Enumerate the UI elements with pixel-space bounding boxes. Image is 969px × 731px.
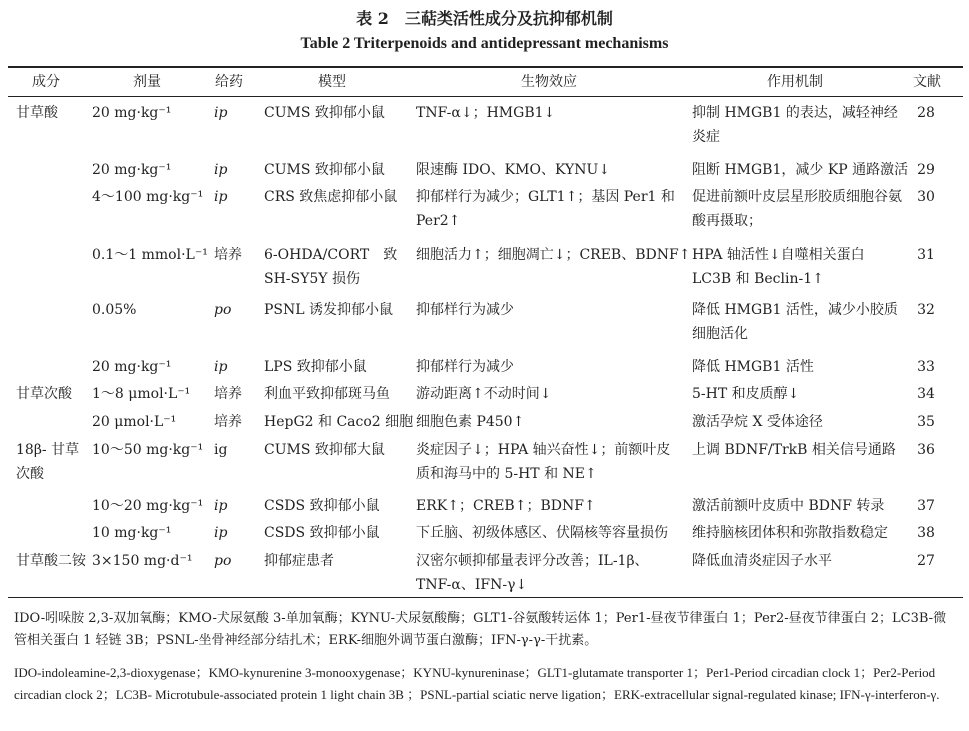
reference-cell: 32	[917, 302, 935, 318]
mechanism-cell: 上调 BDNF/TrkB 相关信号通路	[692, 442, 896, 458]
model-cell: 6-OHDA/CORT 致 SH-SY5Y 损伤	[264, 247, 398, 287]
reference-cell: 33	[917, 359, 935, 375]
reference-cell: 29	[917, 162, 935, 178]
table-notes-chinese: IDO-吲哚胺 2,3-双加氧酶；KMO-犬尿氨酸 3-单加氧酶；KYNU-犬尿氨酸酶；GLT1-谷氨酸转运体 1；Per1-昼夜节律蛋白 1；Per2-昼夜节律蛋白 2；LC3B-微管相关蛋白 1 轻链 3B；PSNL-坐骨神经部分结扎术；ERK-细胞外调节蛋白激酶；IFN-γ-γ-干扰素。	[14, 611, 947, 648]
route-cell: po	[214, 553, 232, 569]
dose-cell: 1～8 μmol·L⁻¹	[92, 386, 191, 402]
model-cell: PSNL 诱发抑郁小鼠	[264, 302, 394, 318]
reference-cell: 35	[917, 414, 935, 430]
reference-cell: 38	[917, 525, 935, 541]
effect-cell: 抑郁样行为减少	[416, 302, 514, 318]
mechanism-cell: 降低血清炎症因子水平	[692, 553, 832, 569]
model-cell: 利血平致抑郁斑马鱼	[264, 386, 390, 402]
reference-cell: 36	[917, 442, 935, 458]
reference-cell: 28	[917, 105, 935, 121]
model-cell: LPS 致抑郁小鼠	[264, 359, 367, 375]
effect-cell: 限速酶 IDO、KMO、KYNU↓	[416, 162, 611, 178]
mechanism-cell: 激活孕烷 X 受体途径	[692, 414, 823, 430]
route-cell: 培养	[214, 414, 242, 430]
compound-cell: 甘草次酸	[16, 386, 72, 402]
header-mechanism: 作用机制	[767, 74, 823, 90]
model-cell: HepG2 和 Caco2 细胞	[264, 414, 414, 430]
header-dose: 剂量	[133, 74, 161, 90]
reference-cell: 30	[917, 189, 935, 205]
dose-cell: 3×150 mg·d⁻¹	[92, 553, 193, 569]
effect-cell: 抑郁样行为减少	[416, 359, 514, 375]
model-cell: CUMS 致抑郁小鼠	[264, 105, 385, 121]
model-cell: CUMS 致抑郁小鼠	[264, 162, 385, 178]
model-cell: 抑郁症患者	[264, 553, 334, 569]
effect-cell: 炎症因子↓；HPA 轴兴奋性↓；前额叶皮质和海马中的 5-HT 和 NE↑	[416, 442, 671, 482]
route-cell: ip	[214, 189, 228, 205]
model-cell: CSDS 致抑郁小鼠	[264, 525, 380, 541]
route-cell: ip	[214, 105, 228, 121]
header-reference: 文献	[913, 74, 941, 90]
reference-cell: 27	[917, 553, 935, 569]
mechanism-cell: 阻断 HMGB1，减少 KP 通路激活	[692, 162, 909, 178]
mechanism-cell: 激活前额叶皮质中 BDNF 转录	[692, 498, 885, 514]
route-cell: ip	[214, 525, 228, 541]
header-effect: 生物效应	[521, 74, 577, 90]
route-cell: ig	[214, 442, 228, 458]
route-cell: ip	[214, 498, 228, 514]
table-title-english: Table 2 Triterpenoids and antidepressant mechanisms	[300, 35, 669, 52]
effect-cell: 下丘脑、初级体感区、伏隔核等容量损伤	[416, 525, 668, 541]
model-cell: CRS 致焦虑抑郁小鼠	[264, 189, 398, 205]
effect-cell: 游动距离↑不动时间↓	[416, 386, 552, 402]
dose-cell: 20 mg·kg⁻¹	[92, 105, 172, 121]
mechanism-cell: HPA 轴活性↓自噬相关蛋白 LC3B 和 Beclin-1↑	[692, 247, 865, 287]
dose-cell: 20 μmol·L⁻¹	[92, 414, 177, 430]
table-notes-english: IDO-indoleamine-2,3-dioxygenase；KMO-kynurenine 3-monooxygenase；KYNU-kynureninase；GLT1-glutamate transporter 1；Per1-Period circadian clock 1；Per2-Period circadian clock 2；LC3B- Microtubule-associated protein 1 light chain 3B ；PSNL-partial sciatic nerve ligation；ERK-extracellular signal-regulated kinase; IFN-γ-interferon-γ.	[14, 665, 940, 702]
bottom-rule	[8, 597, 963, 598]
route-cell: 培养	[214, 386, 242, 402]
effect-cell: TNF-α↓；HMGB1↓	[416, 105, 556, 121]
top-rule	[8, 66, 963, 68]
reference-cell: 34	[917, 386, 935, 402]
header-compound: 成分	[32, 74, 60, 90]
mechanism-cell: 促进前额叶皮层星形胶质细胞谷氨酸再摄取；	[692, 189, 902, 229]
dose-cell: 10 mg·kg⁻¹	[92, 525, 172, 541]
route-cell: ip	[214, 162, 228, 178]
dose-cell: 0.1～1 mmol·L⁻¹	[92, 247, 208, 263]
mechanism-cell: 抑制 HMGB1 的表达，减轻神经炎症	[692, 105, 898, 145]
mechanism-cell: 5-HT 和皮质醇↓	[692, 386, 800, 402]
header-rule	[8, 96, 963, 97]
effect-cell: 抑郁样行为减少；GLT1↑；基因 Per1 和 Per2↑	[416, 189, 675, 229]
model-cell: CSDS 致抑郁小鼠	[264, 498, 380, 514]
route-cell: ip	[214, 359, 228, 375]
compound-cell: 甘草酸二铵	[16, 553, 86, 569]
dose-cell: 4～100 mg·kg⁻¹	[92, 189, 204, 205]
dose-cell: 10～50 mg·kg⁻¹	[92, 442, 204, 458]
compound-cell: 甘草酸	[16, 105, 58, 121]
header-route: 给药	[215, 74, 243, 90]
dose-cell: 0.05%	[92, 302, 137, 318]
dose-cell: 10～20 mg·kg⁻¹	[92, 498, 204, 514]
header-model: 模型	[318, 74, 346, 90]
effect-cell: 细胞活力↑；细胞凋亡↓；CREB、BDNF↑	[416, 247, 691, 263]
dose-cell: 20 mg·kg⁻¹	[92, 162, 172, 178]
effect-cell: 汉密尔顿抑郁量表评分改善；IL-1β、TNF-α、IFN-γ↓	[416, 553, 649, 593]
route-cell: 培养	[214, 247, 242, 263]
mechanism-cell: 维持脑核团体积和弥散指数稳定	[692, 525, 888, 541]
compound-cell: 18β- 甘草次酸	[16, 442, 80, 482]
reference-cell: 31	[917, 247, 935, 263]
effect-cell: ERK↑；CREB↑；BDNF↑	[416, 498, 596, 514]
route-cell: po	[214, 302, 232, 318]
model-cell: CUMS 致抑郁大鼠	[264, 442, 385, 458]
dose-cell: 20 mg·kg⁻¹	[92, 359, 172, 375]
table-title-chinese: 表 2 三萜类活性成分及抗抑郁机制	[356, 9, 613, 28]
effect-cell: 细胞色素 P450↑	[416, 414, 525, 430]
mechanism-cell: 降低 HMGB1 活性	[692, 359, 814, 375]
mechanism-cell: 降低 HMGB1 活性，减少小胶质细胞活化	[692, 302, 898, 342]
reference-cell: 37	[917, 498, 935, 514]
